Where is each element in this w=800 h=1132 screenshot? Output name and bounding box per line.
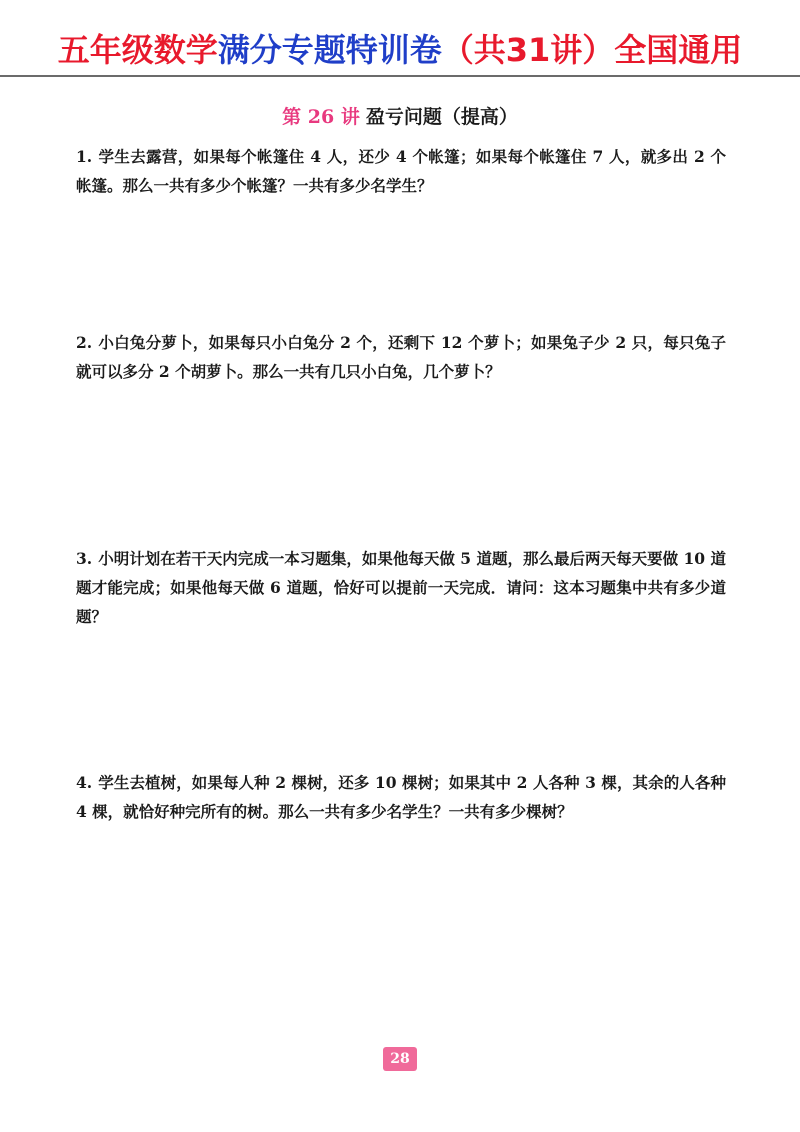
problem-number: 2. xyxy=(76,333,93,352)
banner-scope-text: （共31讲）全国通用 xyxy=(441,31,743,69)
problem-text: 学生去植树，如果每人种 2 棵树，还多 10 棵树；如果其中 2 人各种 3 棵，其余的人各种 4 棵，就恰好种完所有的树。那么一共有多少名学生？一共有多少棵树？ xyxy=(76,773,726,821)
problem-3 xyxy=(76,544,726,631)
problem-number: 3. xyxy=(76,549,93,568)
problem-number: 1. xyxy=(76,147,93,166)
problem-text: 学生去露营，如果每个帐篷住 4 人，还少 4 个帐篷；如果每个帐篷住 7 人，就多出 2 个帐篷。那么一共有多少个帐篷？一共有多少名学生？ xyxy=(76,147,726,195)
problem-number: 4. xyxy=(76,773,93,792)
lesson-heading xyxy=(0,104,800,130)
lesson-number: 第 26 讲 xyxy=(282,106,360,128)
document-banner xyxy=(0,0,800,76)
banner-series-text: 满分专题特训卷 xyxy=(217,31,442,69)
page-number-badge: 28 xyxy=(383,1047,417,1071)
problem-text: 小白兔分萝卜，如果每只小白兔分 2 个，还剩下 12 个萝卜；如果兔子少 2 只，每只兔子就可以多分 2 个胡萝卜。那么一共有几只小白兔，几个萝卜？ xyxy=(76,333,726,381)
header-divider xyxy=(0,75,800,77)
banner-grade-text: 五年级数学 xyxy=(57,31,218,69)
problem-4 xyxy=(76,768,726,826)
problem-2 xyxy=(76,328,726,386)
problem-1 xyxy=(76,142,726,200)
problem-text: 小明计划在若干天内完成一本习题集，如果他每天做 5 道题，那么最后两天每天要做 10 道题才能完成；如果他每天做 6 道题，恰好可以提前一天完成．请问：这本习题集中共有多少道题？ xyxy=(76,549,726,626)
banner-title xyxy=(58,30,743,70)
lesson-title: 盈亏问题（提高） xyxy=(365,106,518,128)
